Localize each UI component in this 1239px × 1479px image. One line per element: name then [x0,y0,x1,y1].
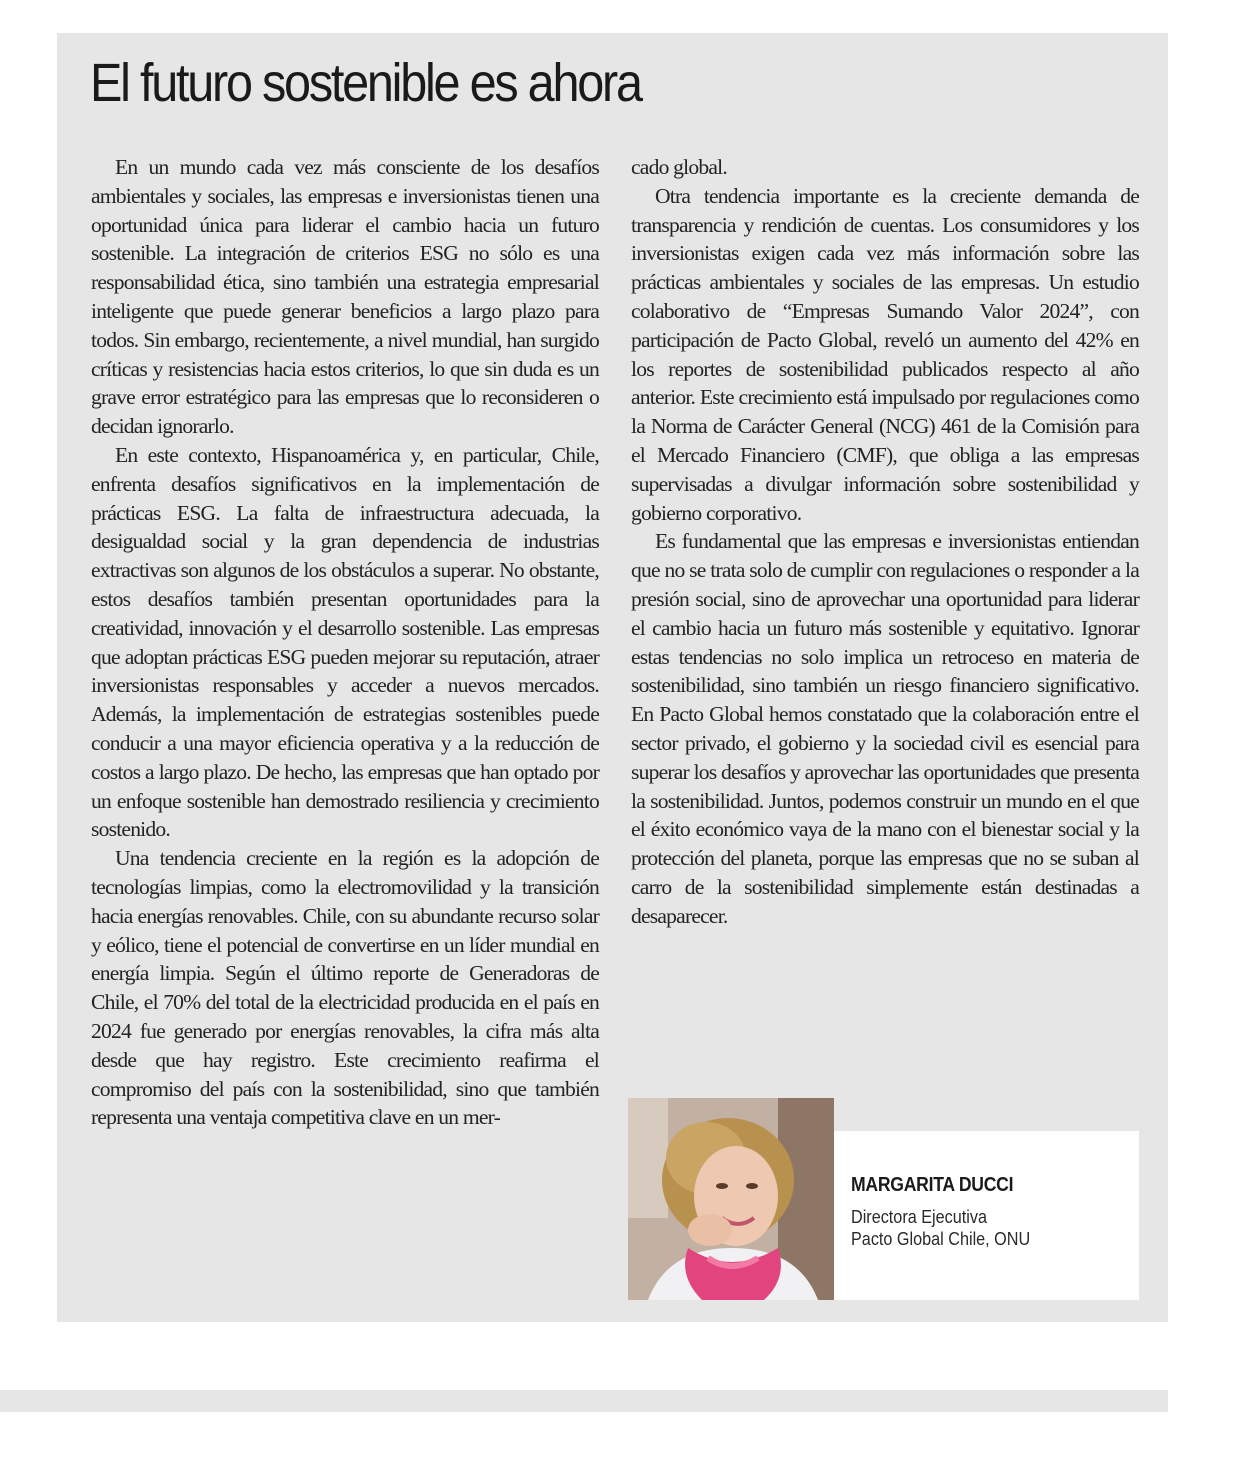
article-column-right [631,153,1139,931]
author-photo [628,1098,834,1300]
paragraph: Otra tendencia importante es la creciente demanda de transparencia y rendición de cuentas. Los consumidores y los inversionistas exigen cada vez más información sobre las prácticas ambientales y sociales de las empresas. Un estudio colaborativo de “Empresas Sumando Valor 2024”, con participación de Pacto Global, reveló un aumento del 42% en los reportes de sostenibilidad publicados respecto al año anterior. Este crecimiento está impulsado por regulaciones como la Norma de Carácter General (NCG) 461 de la Comisión para el Mercado Financiero (CMF), que obliga a las empresas supervisadas a divulgar información sobre sostenibilidad y gobierno corporativo. [631,183,1139,525]
author-portrait-icon [628,1098,834,1300]
article-column-left [91,153,599,1132]
author-name: MARGARITA DUCCI [851,1174,1014,1196]
author-organization: Pacto Global Chile, ONU [851,1229,1031,1249]
bottom-divider-bar [0,1390,1168,1412]
paragraph: En un mundo cada vez más consciente de los desafíos ambientales y sociales, las empresas e inversionistas tienen una oportunidad única para liderar el cambio hacia un futuro sostenible. La integración de criterios ESG no sólo es una responsabilidad ética, sino también una estrategia empresarial inteligente que puede generar beneficios a largo plazo para todos. Sin embargo, recientemente, a nivel mundial, han surgido críticas y resistencias hacia estos criterios, lo que sin duda es un grave error estratégico para las empresas que lo reconsideren o decidan ignorarlo. [91,155,599,439]
article-title: El futuro sostenible es ahora [90,53,641,113]
paragraph-continuation: cado global. [631,155,727,179]
paragraph: Una tendencia creciente en la región es la adopción de tecnologías limpias, como la electromovilidad y la transición hacia energías renovables. Chile, con su abundante recurso solar y eólico, tiene el potencial de convertirse en un líder mundial en energía limpia. Según el último reporte de Generadoras de Chile, el 70% del total de la electricidad producida en el país en 2024 fue generado por energías renovables, la cifra más alta desde que hay registro. Este crecimiento reafirma el compromiso del país con la sostenibilidad, sino que también representa una ventaja competitiva clave en un mer- [91,846,599,1130]
paragraph: En este contexto, Hispanoamérica y, en particular, Chile, enfrenta desafíos significativos en la implementación de prácticas ESG. La falta de infraestructura adecuada, la desigualdad social y la gran dependencia de industrias extractivas son algunos de los obstáculos a superar. No obstante, estos desafíos también presentan oportunidades para la creatividad, innovación y el desarrollo sostenible. Las empresas que adoptan prácticas ESG pueden mejorar su reputación, atraer inversionistas responsables y acceder a nuevos mercados. Además, la implementación de estrategias sostenibles puede conducir a una mayor eficiencia operativa y a la reducción de costos a largo plazo. De hecho, las empresas que han optado por un enfoque sostenible han demostrado resiliencia y crecimiento sostenido. [91,442,599,842]
paragraph: Es fundamental que las empresas e inversionistas entiendan que no se trata solo de cumplir con regulaciones o responder a la presión social, sino de aprovechar una oportunidad para liderar el cambio hacia un futuro más sostenible y equitativo. Ignorar estas tendencias no solo implica un retroceso en materia de sostenibilidad, sino también un riesgo financiero significativo. En Pacto Global hemos constatado que la colaboración entre el sector privado, el gobierno y la sociedad civil es esencial para superar los desafíos y aprovechar las oportunidades que presenta la sostenibilidad. Juntos, podemos construir un mundo en el que el éxito económico vaya de la mano con el bienestar social y la protección del planeta, porque las empresas que no se suban al carro de la sostenibilidad simplemente están destinadas a desaparecer. [631,529,1139,928]
author-role: Directora Ejecutiva [851,1207,987,1227]
